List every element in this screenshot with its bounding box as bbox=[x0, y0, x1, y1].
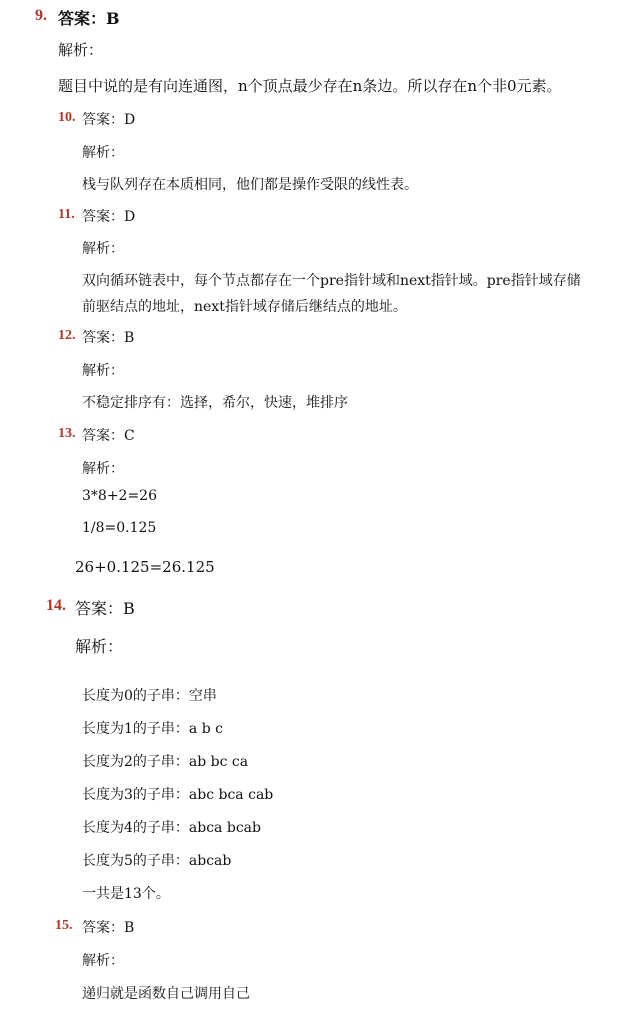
analysis-label: 解析： bbox=[75, 637, 124, 656]
question-number: 13. bbox=[58, 426, 76, 441]
analysis-text: 长度为2的子串：ab bc ca bbox=[82, 754, 249, 770]
answer-label: 答案：D bbox=[82, 209, 136, 225]
analysis-text: 不稳定排序有：选择，希尔，快速，堆排序 bbox=[82, 395, 348, 411]
analysis-text: 长度为0的子串：空串 bbox=[82, 688, 217, 704]
analysis-text: 长度为4的子串：abca bcab bbox=[82, 820, 261, 836]
question-number: 15. bbox=[55, 918, 73, 933]
answer-label: 答案：B bbox=[58, 9, 120, 28]
analysis-text: 3*8+2=26 bbox=[82, 488, 157, 504]
question-number: 11. bbox=[58, 207, 75, 222]
answer-label: 答案：B bbox=[82, 330, 135, 346]
analysis-label: 解析： bbox=[82, 953, 124, 969]
answer-label: 答案：B bbox=[82, 920, 135, 936]
analysis-text: 一共是13个。 bbox=[82, 886, 170, 902]
analysis-label: 解析： bbox=[82, 461, 124, 477]
analysis-text: 26+0.125=26.125 bbox=[75, 558, 215, 576]
answer-label: 答案：C bbox=[82, 428, 135, 444]
answer-label: 答案：B bbox=[75, 599, 135, 618]
analysis-label: 解析： bbox=[82, 145, 124, 161]
analysis-text: 长度为3的子串：abc bca cab bbox=[82, 787, 274, 803]
question-number: 14. bbox=[46, 597, 66, 614]
answer-label: 答案：D bbox=[82, 112, 136, 128]
analysis-text: 递归就是函数自己调用自己 bbox=[82, 986, 250, 1002]
analysis-text: 栈与队列存在本质相同，他们都是操作受限的线性表。 bbox=[82, 177, 418, 193]
analysis-label: 解析： bbox=[82, 241, 124, 257]
analysis-text: 长度为5的子串：abcab bbox=[82, 853, 232, 869]
analysis-text: 双向循环链表中，每个节点都存在一个pre指针域和next指针域。pre指针域存储 bbox=[82, 273, 581, 289]
analysis-text: 长度为1的子串：a b c bbox=[82, 721, 223, 737]
analysis-label: 解析： bbox=[58, 41, 104, 59]
question-number: 12. bbox=[58, 328, 76, 343]
analysis-text: 1/8=0.125 bbox=[82, 520, 157, 536]
analysis-label: 解析： bbox=[82, 363, 124, 379]
analysis-text: 题目中说的是有向连通图，n个顶点最少存在n条边。所以存在n个非0元素。 bbox=[58, 77, 562, 95]
question-number: 10. bbox=[58, 110, 76, 125]
question-number: 9. bbox=[35, 7, 47, 24]
analysis-text: 前驱结点的地址，next指针域存储后继结点的地址。 bbox=[82, 299, 407, 315]
